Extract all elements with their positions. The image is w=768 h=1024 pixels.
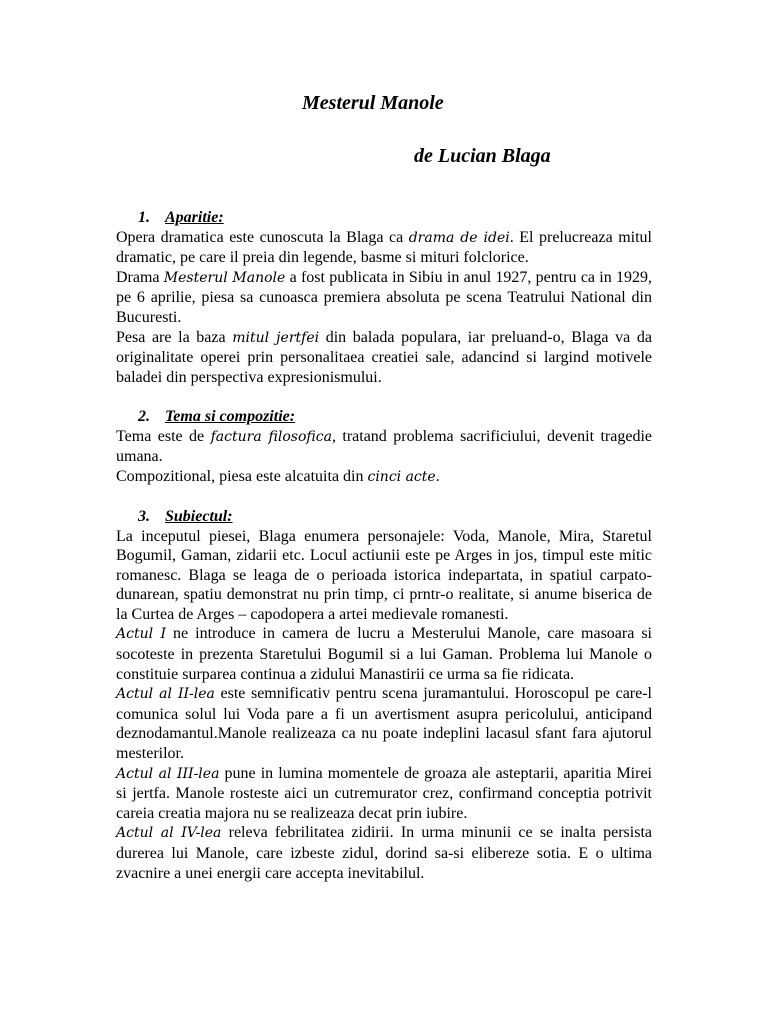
- text-run: Drama: [116, 268, 164, 286]
- section-heading-text: Subiectul:: [165, 507, 233, 525]
- emphasized-text: Actul I: [116, 626, 167, 643]
- paragraph: [116, 228, 652, 268]
- text-run: Compozitional, piesa este alcatuita din: [116, 467, 368, 485]
- text-run: releva febrilitatea zidirii. In urma minunii ce se inalta persista durerea lui Manole, care izbeste zidul, dorind sa-si elibereze sotia. E o ultima zvacnire a unei energii care accepta inevitabilul.: [116, 824, 652, 882]
- paragraph: [116, 268, 652, 328]
- text-run: La inceputul piesei, Blaga enumera personajele: Voda, Manole, Mira, Staretul Bogumil, Gaman, zidarii etc. Locul actiunii este pe Arges in jos, timpul este mitic romanesc. Blaga se leaga de o perioada istorica indepartata, in spatiul carpato-dunarean, spatiu demonstrat nu prin timp, ci prntr-o realitate, si anume biserica de la Curtea de Arges – capodopera a artei medievale romanesti.: [116, 527, 652, 623]
- paragraph: [116, 467, 652, 488]
- text-run: din balada populara, iar preluand-o, Blaga va da originalitate operei prin personalitaea creatiei sale, adancind si largind motivele baladei din perspectiva expresionismului.: [116, 328, 652, 386]
- emphasized-text: cinci acte: [367, 468, 436, 485]
- emphasized-text: drama de idei: [408, 229, 510, 246]
- section-heading-text: Tema si compozitie:: [165, 407, 296, 425]
- paragraph: [116, 764, 652, 824]
- emphasized-text: Actul al II-lea: [116, 686, 215, 703]
- emphasized-text: Mesterul Manole: [163, 269, 286, 286]
- paragraph: [116, 624, 652, 684]
- text-run: .: [435, 467, 440, 485]
- paragraph: [116, 328, 652, 388]
- document-title: Mesterul Manole: [302, 92, 444, 114]
- emphasized-text: Actul al III-lea: [116, 765, 220, 782]
- text-run: , tratand problema sacrificiului, devenit tragedie umana.: [116, 427, 653, 466]
- text-run: ne introduce in camera de lucru a Mesterului Manole, care masoara si socoteste in prezenta Staretului Bogumil si a lui Gaman. Problema lui Manole o constituie surparea continua a zidului Manastirii ce urma sa fie ridicata.: [116, 625, 652, 683]
- text-run: Pesa are la baza: [116, 328, 233, 346]
- section-heading: [116, 507, 652, 527]
- section-heading-text: Aparitie:: [165, 209, 224, 226]
- section-spacer: [116, 487, 652, 507]
- document-body: [116, 208, 652, 883]
- emphasized-text: mitul jertfei: [232, 329, 320, 346]
- section-heading: [116, 407, 652, 427]
- paragraph: [116, 527, 652, 625]
- text-run: este semnificativ pentru scena juramantului. Horoscopul pe care-l comunica solul lui Voda pare a fi un avertisment asupra pericolului, anticipand deznodamantul.Manole realizeaza ca nu poate indeplini lacasul sfant fara ajutorul mesterilor.: [116, 685, 652, 763]
- section-number: 2.: [138, 407, 150, 425]
- section-spacer: [116, 387, 652, 407]
- text-run: Opera dramatica este cunoscuta la Blaga ca: [116, 228, 409, 246]
- paragraph: [116, 823, 652, 883]
- emphasized-text: Actul al IV-lea: [116, 825, 222, 842]
- emphasized-text: factura filosofica: [210, 428, 332, 445]
- text-run: pune in lumina momentele de groaza ale asteptarii, aparitia Mirei si jertfa. Manole rosteste aici un cutremurator crez, confirmand conceptia potrivit careia creatia majora nu se realizeaza decat prin iubire.: [116, 764, 652, 822]
- text-run: a fost publicata in Sibiu in anul 1927, pentru ca in 1929, pe 6 aprilie, piesa sa cunoasca premiera absoluta pe scena Teatrului National din Bucuresti.: [116, 268, 652, 326]
- text-run: Tema este de: [116, 427, 211, 445]
- paragraph: [116, 427, 652, 467]
- section-number: 1.: [138, 209, 150, 226]
- section-heading: [116, 208, 652, 228]
- paragraph: [116, 684, 652, 763]
- text-run: . El prelucreaza mitul dramatic, pe care il preia din legende, basme si mituri folclorice.: [116, 228, 653, 267]
- section-number: 3.: [138, 507, 150, 525]
- document-subtitle: de Lucian Blaga: [414, 145, 551, 167]
